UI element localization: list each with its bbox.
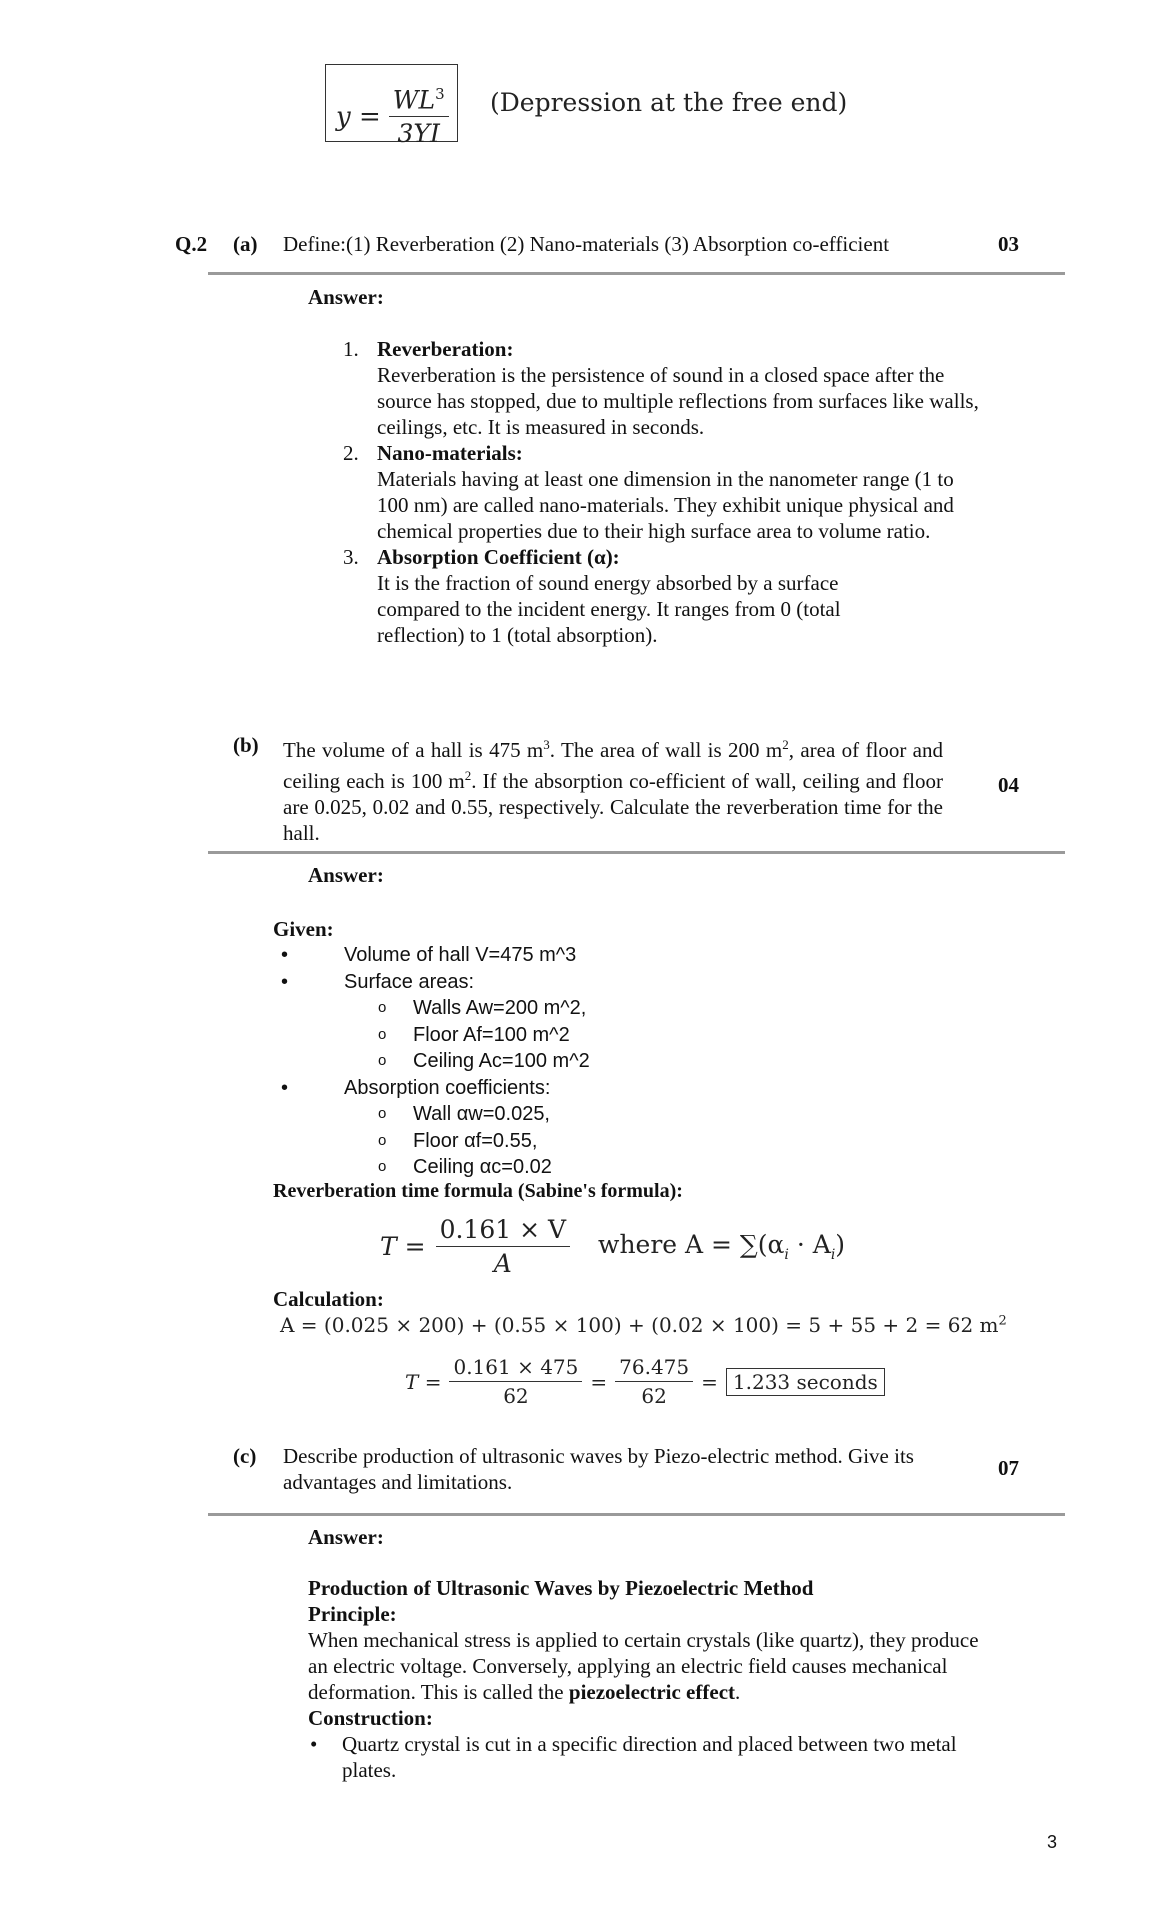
construction-label: Construction: <box>308 1706 433 1730</box>
top-formula-box <box>325 64 458 149</box>
coefficient-item: o Floor αf=0.55, <box>378 1129 538 1152</box>
part-b-label: (b) <box>233 733 259 757</box>
principle-text: When mechanical stress is applied to certain crystals (like quartz), they produce an electric voltage. Conversely, applying an electric field causes mechanical deformation. This is called the piezoelectric effect. <box>308 1628 979 1704</box>
given-item: • Surface areas: <box>281 970 475 993</box>
part-c-question: Describe production of ultrasonic waves by Piezo-electric method. Give its advantages and limitations. <box>283 1444 914 1494</box>
surface-item: o Walls Aw=200 m^2, <box>378 997 587 1019</box>
principle-label: Principle: <box>308 1602 397 1626</box>
result-box: 1.233 seconds <box>726 1368 885 1396</box>
question-number: Q.2 <box>175 232 208 256</box>
formula-label: Reverberation time formula (Sabine's formula): <box>273 1180 683 1202</box>
answer-heading: Production of Ultrasonic Waves by Piezoelectric Method <box>308 1576 814 1600</box>
formula-denominator: 3YI <box>397 119 440 149</box>
definition-item: 1. Reverberation: Reverberation is the persistence of sound in a closed space after the source has stopped, due to multiple reflections from surfaces like walls, ceilings, etc. It is measured in seconds. <box>343 336 983 440</box>
definition-title: Reverberation: <box>377 337 514 361</box>
divider-a <box>208 272 1065 275</box>
sabine-formula: T = $\frac{0.161 \times V}{A}$ where $A = \sum(\alpha_i \cdot A_i)$ <box>380 1215 846 1278</box>
definition-item: 2. Nano-materials: Materials having at least one dimension in the nanometer range (1 to 100 nm) are called nano-materials. They exhibit unique physical and chemical properties due to their high surface area to volume ratio. <box>343 440 983 544</box>
part-c-answer-label: Answer: <box>308 1525 384 1549</box>
divider-b <box>208 851 1065 854</box>
definition-body: Materials having at least one dimension in the nanometer range (1 to 100 nm) are called nano-materials. They exhibit unique physical and chemical properties due to their high surface area to volume ratio. <box>377 467 954 543</box>
t-result-formula: T = $\frac{0.161 \times 475}{62}$ = $\frac{76.475}{62}$ = 1.233 seconds <box>405 1355 885 1408</box>
formula-numerator: $WL^3$ <box>389 85 449 117</box>
part-b-answer-label: Answer: <box>308 863 384 887</box>
part-a-marks: 03 <box>998 232 1019 256</box>
part-c-marks: 07 <box>998 1456 1019 1480</box>
coefficient-item: o Wall αw=0.025, <box>378 1103 550 1125</box>
definition-title: Absorption Coefficient (α): <box>377 545 620 569</box>
part-a-label: (a) <box>233 232 258 256</box>
given-item: • Absorption coefficients: <box>281 1076 551 1099</box>
coefficient-item: o Ceiling αc=0.02 <box>378 1156 552 1178</box>
surface-item: o Ceiling Ac=100 m^2 <box>378 1050 590 1072</box>
formula-caption: (Depression at the free end) <box>490 88 848 117</box>
given-label: Given: <box>273 917 334 941</box>
calc-line: A = (0.025 × 200) + (0.55 × 100) + (0.02 × 100) = 5 + 55 + 2 = 62 $m^2$ <box>280 1313 1007 1337</box>
definition-item: 3. Absorption Coefficient (α): It is the fraction of sound energy absorbed by a surface compared to the incident energy. It ranges from 0 (total reflection) to 1 (total absorption). <box>343 544 983 648</box>
part-b-question: The volume of a hall is 475 $m^3$. The area of wall is 200 $m^2$, area of floor and ceiling each is 100 $m^2$. If the absorption co-efficient of wall, ceiling and floor are 0.025, 0.02 and 0.55, respectively. Calculate the reverberation time for the hall. <box>283 737 943 845</box>
definition-body: It is the fraction of sound energy absorbed by a surface compared to the incident energy. It ranges from 0 (total reflection) to 1 (total absorption). <box>377 571 841 647</box>
page-number: 3 <box>1047 1832 1058 1852</box>
surface-item: o Floor Af=100 m^2 <box>378 1023 570 1046</box>
construction-item: • Quartz crystal is cut in a specific direction and placed between two metal plates. <box>310 1732 957 1782</box>
calculation-label: Calculation: <box>273 1287 384 1311</box>
part-a-question: Define:(1) Reverberation (2) Nano-materials (3) Absorption co-efficient <box>283 232 890 256</box>
part-b-marks: 04 <box>998 773 1019 797</box>
given-item: • Volume of hall V=475 m^3 <box>281 944 577 966</box>
divider-c <box>208 1513 1065 1516</box>
part-a-answer-label: Answer: <box>308 285 384 309</box>
part-a-definitions <box>343 336 983 648</box>
part-c-label: (c) <box>233 1444 257 1468</box>
definition-title: Nano-materials: <box>377 441 523 465</box>
given-list <box>275 942 775 1181</box>
definition-body: Reverberation is the persistence of sound in a closed space after the source has stopped, due to multiple reflections from surfaces like walls, ceilings, etc. It is measured in seconds. <box>377 363 979 439</box>
part-c-answer <box>308 1575 988 1783</box>
formula-lhs: y = <box>336 101 381 132</box>
